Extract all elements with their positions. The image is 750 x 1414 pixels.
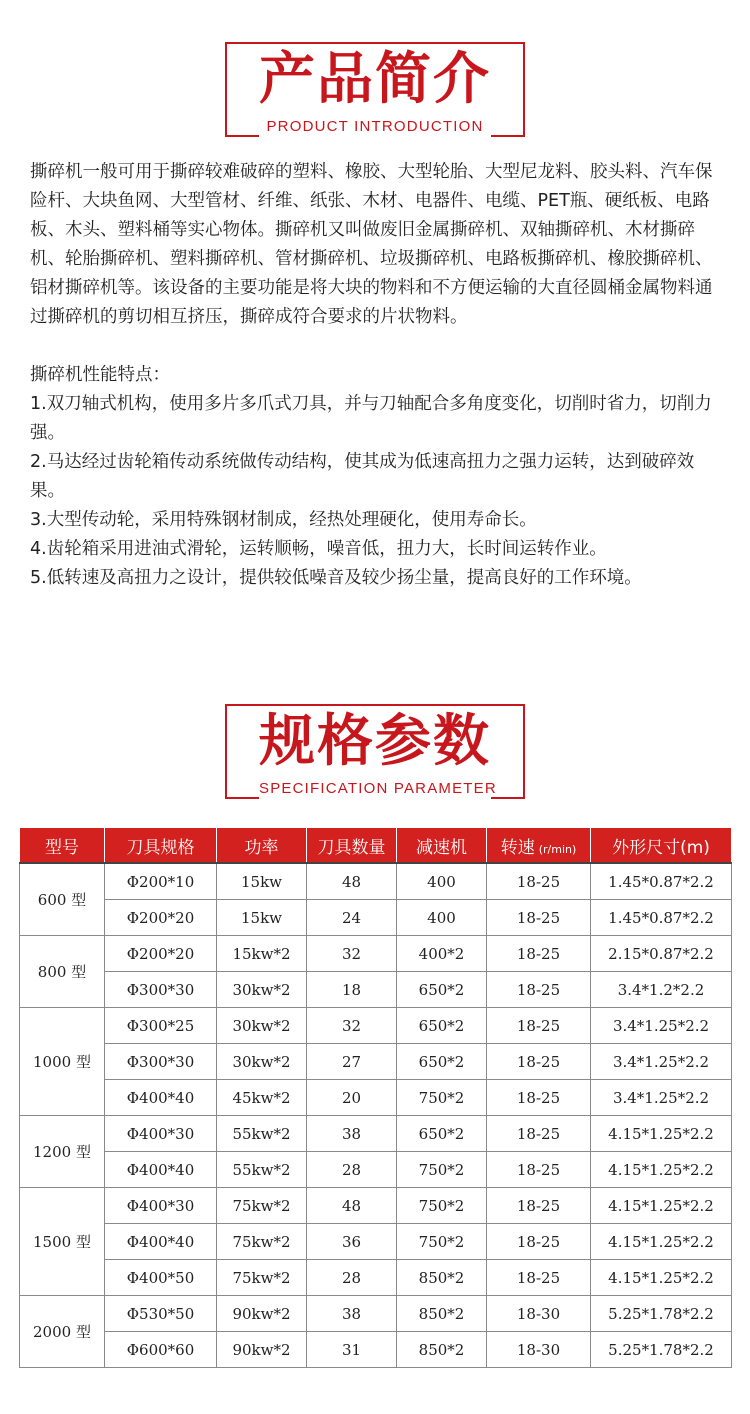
- cell-cutter-count: 38: [307, 1296, 397, 1332]
- header-power: 功率: [217, 828, 307, 864]
- table-row: [20, 1224, 732, 1260]
- cell-cutter-spec: Φ200*20: [105, 936, 217, 972]
- header-speed-unit: (r/min): [538, 842, 577, 856]
- cell-reducer: 850*2: [397, 1296, 487, 1332]
- cell-speed: 18-25: [487, 1080, 591, 1116]
- cell-reducer: 650*2: [397, 1008, 487, 1044]
- table-row: [20, 1332, 732, 1368]
- header-cutter-count: 刀具数量: [307, 828, 397, 864]
- cell-reducer: 650*2: [397, 1116, 487, 1152]
- table-header-row: [20, 828, 732, 864]
- cell-power: 55kw*2: [217, 1116, 307, 1152]
- table-row: [20, 1044, 732, 1080]
- cell-cutter-spec: Φ400*40: [105, 1152, 217, 1188]
- table-row: [20, 1260, 732, 1296]
- cell-cutter-spec: Φ530*50: [105, 1296, 217, 1332]
- cell-dimensions: 4.15*1.25*2.2: [591, 1116, 732, 1152]
- section-title: 产品简介: [259, 47, 491, 112]
- table-row: [20, 863, 732, 900]
- cell-model: 1200 型: [20, 1116, 105, 1188]
- cell-speed: 18-25: [487, 1044, 591, 1080]
- cell-reducer: 400: [397, 863, 487, 900]
- cell-cutter-spec: Φ400*50: [105, 1260, 217, 1296]
- cell-cutter-count: 27: [307, 1044, 397, 1080]
- table-row: [20, 1296, 732, 1332]
- cell-reducer: 650*2: [397, 972, 487, 1008]
- table-row: [20, 900, 732, 936]
- table-row: [20, 936, 732, 972]
- table-row: [20, 1080, 732, 1116]
- cell-cutter-count: 31: [307, 1332, 397, 1368]
- cell-reducer: 750*2: [397, 1080, 487, 1116]
- intro-paragraph: 撕碎机一般可用于撕碎较难破碎的塑料、橡胶、大型轮胎、大型尼龙料、胶头料、汽车保险杆、大块鱼网、大型管材、纤维、纸张、木材、电器件、电缆、PET瓶、硬纸板、电路板、木头、塑料桶等实心物体。撕碎机又叫做废旧金属撕碎机、双轴撕碎机、木材撕碎机、轮胎撕碎机、塑料撕碎机、管材撕碎机、垃圾撕碎机、电路板撕碎机、橡胶撕碎机、铝材撕碎机等。该设备的主要功能是将大块的物料和不方便运输的大直径圆桶金属物料通过撕碎机的剪切相互挤压，撕碎成符合要求的片状物料。: [30, 162, 713, 327]
- cell-reducer: 650*2: [397, 1044, 487, 1080]
- table-body: [20, 863, 732, 1368]
- cell-reducer: 850*2: [397, 1332, 487, 1368]
- cell-dimensions: 3.4*1.25*2.2: [591, 1080, 732, 1116]
- cell-speed: 18-25: [487, 1116, 591, 1152]
- header-speed: [487, 828, 591, 864]
- cell-cutter-spec: Φ600*60: [105, 1332, 217, 1368]
- feature-item: 5.低转速及高扭力之设计，提供较低噪音及较少扬尘量，提高良好的工作环境。: [30, 568, 642, 588]
- cell-power: 15kw*2: [217, 936, 307, 972]
- cell-dimensions: 4.15*1.25*2.2: [591, 1152, 732, 1188]
- cell-cutter-count: 32: [307, 936, 397, 972]
- product-intro-title: [225, 42, 525, 137]
- cell-speed: 18-30: [487, 1332, 591, 1368]
- table-row: [20, 972, 732, 1008]
- section-subtitle: SPECIFICATION PARAMETER: [259, 776, 491, 802]
- cell-power: 15kw: [217, 863, 307, 900]
- cell-dimensions: 3.4*1.25*2.2: [591, 1044, 732, 1080]
- cell-cutter-spec: Φ400*30: [105, 1188, 217, 1224]
- cell-cutter-count: 20: [307, 1080, 397, 1116]
- spec-table: [19, 827, 732, 1368]
- cell-power: 45kw*2: [217, 1080, 307, 1116]
- cell-cutter-count: 48: [307, 863, 397, 900]
- cell-dimensions: 4.15*1.25*2.2: [591, 1188, 732, 1224]
- cell-dimensions: 2.15*0.87*2.2: [591, 936, 732, 972]
- table-row: [20, 1152, 732, 1188]
- cell-cutter-count: 24: [307, 900, 397, 936]
- cell-speed: 18-25: [487, 900, 591, 936]
- cell-cutter-spec: Φ300*30: [105, 972, 217, 1008]
- cell-model: 800 型: [20, 936, 105, 1008]
- cell-reducer: 750*2: [397, 1224, 487, 1260]
- intro-text: [30, 158, 722, 593]
- cell-cutter-count: 28: [307, 1260, 397, 1296]
- features-heading: 撕碎机性能特点：: [30, 365, 170, 385]
- header-reducer: 减速机: [397, 828, 487, 864]
- feature-item: 1.双刀轴式机构，使用多片多爪式刀具，并与刀轴配合多角度变化，切削时省力，切削力强。: [30, 394, 712, 443]
- header-dimensions: 外形尺寸(m): [591, 828, 732, 864]
- cell-cutter-count: 32: [307, 1008, 397, 1044]
- cell-power: 75kw*2: [217, 1260, 307, 1296]
- cell-cutter-spec: Φ200*10: [105, 863, 217, 900]
- cell-dimensions: 4.15*1.25*2.2: [591, 1224, 732, 1260]
- cell-power: 30kw*2: [217, 972, 307, 1008]
- cell-power: 15kw: [217, 900, 307, 936]
- cell-speed: 18-25: [487, 1152, 591, 1188]
- spec-param-title: [225, 704, 525, 799]
- cell-model: 1000 型: [20, 1008, 105, 1116]
- cell-speed: 18-25: [487, 972, 591, 1008]
- cell-model: 1500 型: [20, 1188, 105, 1296]
- cell-cutter-count: 36: [307, 1224, 397, 1260]
- header-speed-label: 转速: [500, 837, 535, 858]
- cell-dimensions: 3.4*1.2*2.2: [591, 972, 732, 1008]
- cell-cutter-spec: Φ300*25: [105, 1008, 217, 1044]
- cell-speed: 18-25: [487, 863, 591, 900]
- cell-reducer: 400: [397, 900, 487, 936]
- cell-model: 2000 型: [20, 1296, 105, 1368]
- cell-reducer: 750*2: [397, 1188, 487, 1224]
- cell-reducer: 400*2: [397, 936, 487, 972]
- cell-dimensions: 5.25*1.78*2.2: [591, 1296, 732, 1332]
- cell-dimensions: 3.4*1.25*2.2: [591, 1008, 732, 1044]
- cell-power: 30kw*2: [217, 1008, 307, 1044]
- cell-power: 30kw*2: [217, 1044, 307, 1080]
- cell-speed: 18-30: [487, 1296, 591, 1332]
- cell-reducer: 850*2: [397, 1260, 487, 1296]
- cell-speed: 18-25: [487, 936, 591, 972]
- cell-cutter-spec: Φ400*40: [105, 1080, 217, 1116]
- cell-cutter-count: 18: [307, 972, 397, 1008]
- section-title: 规格参数: [259, 709, 491, 774]
- section-subtitle: PRODUCT INTRODUCTION: [259, 114, 491, 140]
- cell-cutter-spec: Φ300*30: [105, 1044, 217, 1080]
- cell-speed: 18-25: [487, 1224, 591, 1260]
- feature-item: 3.大型传动轮，采用特殊钢材制成，经热处理硬化，使用寿命长。: [30, 510, 537, 530]
- feature-item: 4.齿轮箱采用进油式滑轮，运转顺畅，噪音低，扭力大，长时间运转作业。: [30, 539, 607, 559]
- cell-model: 600 型: [20, 863, 105, 936]
- cell-cutter-count: 28: [307, 1152, 397, 1188]
- header-model: 型号: [20, 828, 105, 864]
- cell-dimensions: 4.15*1.25*2.2: [591, 1260, 732, 1296]
- cell-speed: 18-25: [487, 1260, 591, 1296]
- cell-power: 75kw*2: [217, 1188, 307, 1224]
- cell-power: 75kw*2: [217, 1224, 307, 1260]
- cell-cutter-spec: Φ200*20: [105, 900, 217, 936]
- cell-speed: 18-25: [487, 1188, 591, 1224]
- cell-reducer: 750*2: [397, 1152, 487, 1188]
- header-cutter-spec: 刀具规格: [105, 828, 217, 864]
- cell-cutter-count: 38: [307, 1116, 397, 1152]
- table-row: [20, 1116, 732, 1152]
- table-row: [20, 1188, 732, 1224]
- cell-dimensions: 1.45*0.87*2.2: [591, 900, 732, 936]
- cell-dimensions: 5.25*1.78*2.2: [591, 1332, 732, 1368]
- cell-cutter-spec: Φ400*30: [105, 1116, 217, 1152]
- cell-speed: 18-25: [487, 1008, 591, 1044]
- table-row: [20, 1008, 732, 1044]
- cell-power: 90kw*2: [217, 1296, 307, 1332]
- cell-power: 55kw*2: [217, 1152, 307, 1188]
- cell-cutter-spec: Φ400*40: [105, 1224, 217, 1260]
- cell-cutter-count: 48: [307, 1188, 397, 1224]
- feature-item: 2.马达经过齿轮箱传动系统做传动结构，使其成为低速高扭力之强力运转，达到破碎效果。: [30, 452, 695, 501]
- cell-dimensions: 1.45*0.87*2.2: [591, 863, 732, 900]
- cell-power: 90kw*2: [217, 1332, 307, 1368]
